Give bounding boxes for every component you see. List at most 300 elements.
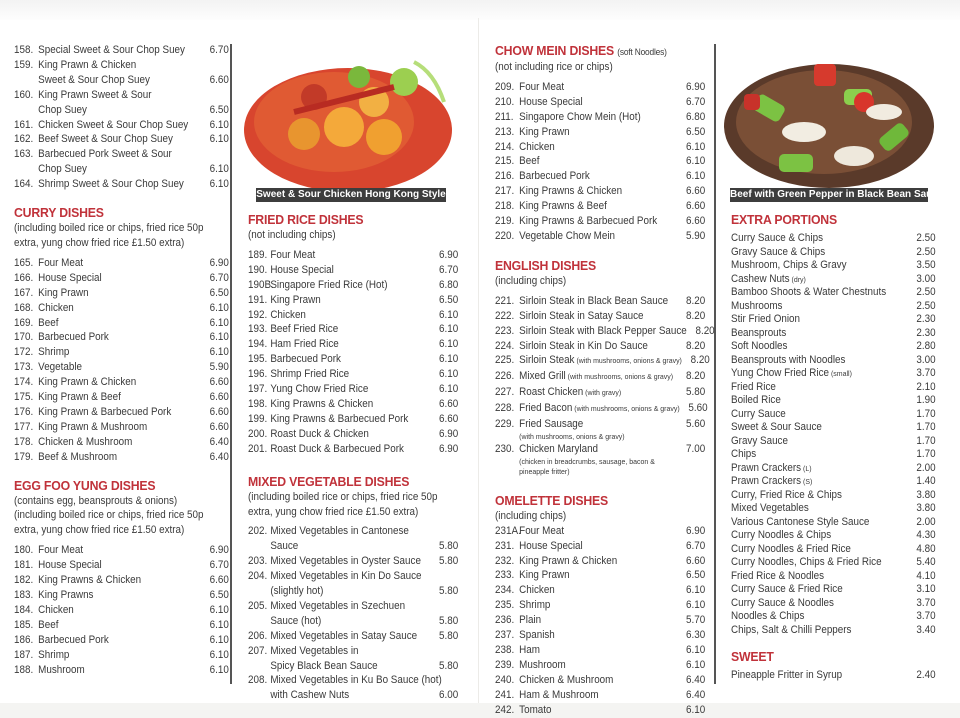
item-price: 6.90 <box>209 256 229 269</box>
menu-item <box>495 184 705 199</box>
item-price: 1.70 <box>916 448 936 460</box>
menu-item <box>495 539 705 554</box>
item-name: House Special <box>38 559 102 572</box>
item-number: 231A. <box>495 524 521 537</box>
item-number: 226. <box>495 370 515 383</box>
menu-item <box>14 58 229 73</box>
item-description: (with mushrooms, onions & gravy) <box>519 431 625 441</box>
menu-item <box>495 613 705 628</box>
column-4 <box>731 212 936 683</box>
note-line: (including boiled rice or chips, fried rice 50p <box>248 490 438 503</box>
item-name: Gravy Sauce & Chips <box>731 245 826 258</box>
item-price: 1.70 <box>916 421 936 433</box>
item-price: 2.50 <box>916 286 936 298</box>
item-number: 240. <box>495 673 515 686</box>
menu-item <box>731 624 936 638</box>
english-note <box>495 274 705 289</box>
item-price: 2.80 <box>916 340 936 352</box>
item-name: Chips <box>731 448 757 460</box>
item-price: 6.60 <box>209 405 229 418</box>
item-name: Prawn Crackers (S) <box>731 475 813 487</box>
menu-item <box>248 442 458 457</box>
omelette-list <box>495 524 705 718</box>
item-name: Sirloin Steak in Kin Do Sauce <box>519 339 648 352</box>
item-detail: (with gravy) <box>583 388 622 398</box>
menu-item <box>731 354 936 368</box>
item-name: Mushroom <box>38 663 85 676</box>
item-price: 8.20 <box>685 309 706 322</box>
item-name: Barbecued Pork <box>270 353 341 366</box>
menu-item <box>731 408 936 422</box>
item-price: 6.10 <box>209 301 229 314</box>
item-price: 3.70 <box>916 596 936 609</box>
item-number: 198. <box>248 397 268 410</box>
item-number: 170. <box>14 331 34 344</box>
item-name: Beef Fried Rice <box>270 323 339 336</box>
menu-item <box>14 405 229 420</box>
item-number: 164. <box>14 178 34 191</box>
item-price: 6.10 <box>209 346 229 359</box>
item-name: Mixed Vegetables in Cantonese <box>270 525 409 538</box>
menu-item <box>14 603 229 618</box>
item-name: Fried Rice & Noodles <box>731 569 825 582</box>
fried-rice-heading: FRIED RICE DISHES <box>248 212 364 227</box>
item-price: 6.10 <box>209 618 229 631</box>
item-name: Singapore Chow Mein (Hot) <box>519 110 641 123</box>
egg-foo-yung-heading: EGG FOO YUNG DISHES <box>14 477 156 493</box>
item-name: Curry Sauce & Noodles <box>731 596 834 609</box>
item-price: 2.50 <box>916 245 936 258</box>
item-name: King Prawns & Beef <box>519 200 607 213</box>
item-number: 233. <box>495 569 515 582</box>
item-name: Roast Chicken (with gravy) <box>519 386 622 399</box>
item-price: 1.90 <box>916 394 936 406</box>
item-detail: (S) <box>801 477 813 486</box>
item-name: Shrimp <box>38 346 70 359</box>
item-price: 6.90 <box>438 427 459 440</box>
item-name: King Prawn <box>519 125 570 138</box>
item-name: Beef <box>38 316 59 329</box>
item-name: Prawn Crackers (L) <box>731 461 812 474</box>
note-line: extra, yung chow fried rice £1.50 extra) <box>14 524 185 537</box>
item-number: 160. <box>14 88 34 101</box>
item-price: 6.60 <box>685 200 706 213</box>
item-detail: (dry) <box>789 274 806 284</box>
menu-item <box>495 154 705 169</box>
item-price: 3.70 <box>916 367 936 379</box>
top-band <box>0 0 960 20</box>
item-number: 178. <box>14 435 34 448</box>
menu-item <box>495 140 705 155</box>
item-number: 242. <box>495 703 515 716</box>
item-name: Spanish <box>519 629 555 642</box>
item-number: 176. <box>14 405 34 418</box>
item-price: 5.40 <box>916 556 936 568</box>
item-price: 6.60 <box>209 574 229 587</box>
item-name: Shrimp <box>38 648 70 661</box>
item-price: 6.50 <box>209 103 229 116</box>
item-name: Ham & Mushroom <box>519 688 599 701</box>
item-name: Ham <box>519 644 540 656</box>
menu-item <box>248 337 458 352</box>
menu-item <box>14 588 229 603</box>
item-number: 231. <box>495 539 515 552</box>
menu-item <box>248 554 458 569</box>
item-number: 216. <box>495 170 515 183</box>
item-price: 2.10 <box>916 380 936 393</box>
item-name: Sirloin Steak in Black Bean Sauce <box>519 294 669 307</box>
item-number: 232. <box>495 554 515 567</box>
item-name: Roast Duck & Barbecued Pork <box>270 442 404 455</box>
item-price: 6.40 <box>685 673 706 686</box>
item-price: 6.10 <box>209 316 229 329</box>
item-number: 193. <box>248 323 268 336</box>
item-price: 6.50 <box>685 125 706 138</box>
item-price: 6.10 <box>209 178 229 191</box>
item-name: Beansprouts with Noodles <box>731 353 846 366</box>
menu-item <box>495 658 705 673</box>
item-number: 201. <box>248 442 268 455</box>
indent <box>14 162 38 177</box>
item-number: 181. <box>14 559 34 572</box>
item-name: Chicken <box>38 301 74 314</box>
menu-item <box>248 382 458 397</box>
menu-item <box>14 43 229 58</box>
item-price: 6.10 <box>685 140 706 153</box>
extra-portions-list <box>731 232 936 637</box>
item-price: 6.90 <box>438 248 459 261</box>
item-price: 5.90 <box>685 229 706 242</box>
item-name: House Special <box>519 539 583 552</box>
menu-item <box>248 293 458 308</box>
item-price: 5.90 <box>209 361 229 374</box>
chop-suey-list <box>14 43 229 192</box>
item-name: Four Meat <box>38 256 84 269</box>
item-price: 6.80 <box>685 110 706 123</box>
menu-item <box>248 644 458 659</box>
photo-caption: Beef with Green Pepper in Black Bean Sauce <box>730 189 944 200</box>
indent <box>248 659 270 674</box>
menu-item <box>495 442 705 457</box>
menu-item <box>14 360 229 375</box>
menu-item <box>495 214 705 229</box>
menu-item <box>731 340 936 354</box>
item-number: 186. <box>14 633 34 646</box>
item-price: 6.60 <box>209 420 229 433</box>
item-name: Mixed Vegetables <box>731 502 809 514</box>
item-price: 6.10 <box>685 155 706 168</box>
item-name: Beef Sweet & Sour Chop Suey <box>38 133 173 146</box>
item-price: 3.80 <box>916 488 936 501</box>
item-number: 225. <box>495 354 515 367</box>
item-price: 3.40 <box>916 623 936 636</box>
menu-item <box>248 367 458 382</box>
dish-photo-beef-green-pepper <box>724 44 934 194</box>
item-name-line2: Chop Suey <box>38 103 87 116</box>
menu-item <box>248 629 458 644</box>
item-number: 168. <box>14 301 34 314</box>
item-price: 2.00 <box>916 461 936 474</box>
menu-item <box>495 673 705 688</box>
egg-foo-yung-list <box>14 543 229 677</box>
item-price: 6.90 <box>685 80 706 93</box>
item-name: King Prawn <box>270 293 321 306</box>
item-number: 227. <box>495 386 515 399</box>
item-name-line2: Chop Suey <box>38 163 87 176</box>
item-number: 190. <box>248 263 268 276</box>
item-name: Shrimp Fried Rice <box>270 368 350 381</box>
note-line: (including chips) <box>495 509 567 522</box>
item-name: Mixed Vegetables in Oyster Sauce <box>270 555 421 568</box>
item-price: 2.00 <box>916 515 936 528</box>
item-price: 6.10 <box>685 644 706 656</box>
menu-item <box>14 88 229 103</box>
item-number: 159. <box>14 58 34 71</box>
omelette-note <box>495 509 705 524</box>
item-number: 163. <box>14 148 34 161</box>
item-name: Chicken <box>270 308 306 321</box>
item-price: 4.10 <box>916 569 936 582</box>
menu-item <box>14 177 229 192</box>
item-number: 173. <box>14 361 34 374</box>
chow-mein-heading <box>495 43 705 60</box>
menu-item <box>14 330 229 345</box>
chow-mein-note <box>495 60 705 75</box>
item-price: 6.10 <box>209 633 229 646</box>
photo-caption: Sweet & Sour Chicken Hong Kong Style <box>256 189 446 200</box>
item-price: 6.40 <box>685 688 706 701</box>
item-name: Shrimp <box>519 599 551 612</box>
item-detail: (L) <box>801 463 812 473</box>
menu-item <box>14 663 229 678</box>
item-number: 162. <box>14 133 34 146</box>
item-number: 187. <box>14 648 34 661</box>
item-detail: (small) <box>829 369 852 378</box>
item-price: 6.10 <box>438 383 459 396</box>
item-price: 6.90 <box>438 442 459 455</box>
item-price: 5.80 <box>438 555 459 568</box>
item-price: 6.90 <box>685 524 706 537</box>
menu-item <box>731 394 936 408</box>
menu-item <box>731 502 936 516</box>
menu-item <box>14 286 229 301</box>
item-price: 6.10 <box>685 584 706 597</box>
item-number: 183. <box>14 589 34 601</box>
item-price: 4.30 <box>916 529 936 541</box>
item-name: King Prawn & Chicken <box>38 376 137 389</box>
item-price: 6.10 <box>209 603 229 616</box>
menu-item <box>731 246 936 260</box>
note-line: extra, yung chow fried rice £1.50 extra) <box>248 505 419 518</box>
menu-item <box>14 648 229 663</box>
item-name: Curry Noodles & Fried Rice <box>731 542 851 555</box>
menu-item <box>248 248 458 263</box>
menu-item <box>248 278 458 293</box>
item-number: 235. <box>495 599 515 612</box>
menu-item <box>731 300 936 314</box>
item-price: 6.70 <box>438 263 459 276</box>
item-name: King Prawn Sweet & Sour <box>38 88 152 101</box>
menu-item <box>14 435 229 450</box>
item-detail: (with mushrooms, onions & gravy) <box>574 356 682 366</box>
item-name: King Prawn & Barbecued Pork <box>38 405 172 418</box>
menu-item <box>495 628 705 643</box>
menu-item <box>14 450 229 465</box>
item-number: 213. <box>495 125 515 138</box>
item-price: 3.70 <box>916 610 936 622</box>
indent <box>14 73 38 88</box>
item-number: 205. <box>248 599 268 612</box>
indent <box>248 688 270 703</box>
item-price: 6.10 <box>209 118 229 131</box>
item-price: 6.10 <box>209 331 229 344</box>
item-price: 3.10 <box>916 583 936 595</box>
menu-item <box>14 301 229 316</box>
item-price: 6.40 <box>209 450 229 463</box>
menu-item <box>731 421 936 435</box>
menu-item <box>248 263 458 278</box>
item-number: 196. <box>248 368 268 381</box>
item-price: 6.10 <box>209 163 229 176</box>
item-number: 237. <box>495 629 515 642</box>
menu-item-continued <box>248 688 458 703</box>
menu-item <box>248 524 458 539</box>
item-number: 228. <box>495 402 515 415</box>
item-number: 190B. <box>248 278 274 291</box>
menu-item <box>495 169 705 184</box>
item-name: King Prawn <box>38 286 89 299</box>
menu-item <box>731 462 936 476</box>
item-name: Mixed Vegetables in Satay Sauce <box>270 629 418 642</box>
menu-item <box>731 273 936 287</box>
item-price: 6.10 <box>438 308 459 321</box>
item-price: 6.10 <box>438 338 459 351</box>
menu-item <box>248 397 458 412</box>
item-price: 6.10 <box>685 599 706 612</box>
item-number: 166. <box>14 271 34 284</box>
menu-item-continued <box>14 73 229 88</box>
item-name: King Prawn & Mushroom <box>38 420 148 433</box>
menu-item <box>495 643 705 658</box>
item-number: 238. <box>495 644 515 656</box>
item-number: 230. <box>495 442 515 455</box>
menu-item <box>495 417 705 432</box>
item-name: Special Sweet & Sour Chop Suey <box>38 44 185 56</box>
item-number: 209. <box>495 80 515 93</box>
divider-line <box>230 44 232 684</box>
item-price: 8.20 <box>685 294 706 307</box>
menu-item <box>14 147 229 162</box>
item-name: Mixed Vegetables in <box>270 644 359 657</box>
item-number: 210. <box>495 95 515 108</box>
item-name: Yung Chow Fried Rice <box>270 383 369 396</box>
item-name: Vegetable Chow Mein <box>519 229 616 242</box>
menu-item <box>731 381 936 395</box>
item-price: 6.60 <box>209 391 229 404</box>
item-price: 8.20 <box>685 339 706 352</box>
english-list <box>495 294 715 477</box>
item-price: 8.20 <box>695 324 715 337</box>
item-name: Boiled Rice <box>731 394 781 406</box>
item-name: Beef <box>38 618 59 631</box>
item-price: 6.50 <box>209 286 229 299</box>
menu-item <box>14 316 229 331</box>
item-name: Curry Sauce <box>731 407 786 420</box>
item-name: Mixed Vegetables in Ku Bo Sauce (hot) <box>270 674 442 687</box>
item-number: 189. <box>248 248 268 261</box>
item-name-line2: (slightly hot) <box>270 585 324 598</box>
item-price: 3.50 <box>916 259 936 271</box>
item-number: 234. <box>495 584 515 597</box>
food-image-icon <box>724 44 934 194</box>
item-price: 8.20 <box>685 370 706 383</box>
item-name: King Prawns & Barbecued Pork <box>270 412 409 425</box>
item-number: 218. <box>495 200 515 213</box>
item-number: 175. <box>14 391 34 404</box>
item-price: 5.60 <box>688 402 708 415</box>
mixed-veg-heading: MIXED VEGETABLE DISHES <box>248 473 410 489</box>
menu-item <box>14 633 229 648</box>
item-description: (chicken in breadcrumbs, sausage, bacon & <box>519 456 655 466</box>
item-name: Barbecued Pork <box>38 633 109 646</box>
item-number: 200. <box>248 427 268 440</box>
item-number: 207. <box>248 644 268 657</box>
item-price: 6.10 <box>685 658 706 671</box>
note-line: (including boiled rice or chips, fried rice 50p <box>14 509 204 522</box>
curry-list <box>14 256 229 465</box>
item-price: 5.80 <box>438 585 459 598</box>
menu-item <box>14 345 229 360</box>
indent <box>248 584 270 599</box>
item-price: 6.10 <box>438 323 459 336</box>
menu-item <box>495 401 708 417</box>
menu-item <box>731 668 936 683</box>
item-price: 6.50 <box>209 589 229 601</box>
item-price: 1.70 <box>916 434 936 447</box>
menu-item <box>495 568 705 583</box>
item-number: 221. <box>495 294 515 307</box>
item-number: 241. <box>495 688 515 701</box>
item-name: House Special <box>38 271 102 284</box>
item-price: 6.10 <box>438 353 459 366</box>
item-price: 6.10 <box>209 648 229 661</box>
item-name: Chicken Sweet & Sour Chop Suey <box>38 118 189 131</box>
item-name: Cashew Nuts (dry) <box>731 272 806 285</box>
item-name: King Prawn & Chicken <box>519 554 618 567</box>
item-name: King Prawn <box>519 569 570 582</box>
item-number: 219. <box>495 215 515 228</box>
item-price: 6.70 <box>685 95 706 108</box>
item-description: pineapple fritter) <box>519 466 570 476</box>
menu-item <box>731 313 936 327</box>
item-name: Beef & Mushroom <box>38 450 118 463</box>
item-name: Sirloin Steak in Satay Sauce <box>519 309 644 322</box>
item-number: 215. <box>495 155 515 168</box>
item-number: 208. <box>248 674 268 687</box>
menu-item <box>731 610 936 624</box>
item-price: 6.10 <box>209 663 229 676</box>
item-number: 185. <box>14 618 34 631</box>
item-name: Stir Fried Onion <box>731 313 800 325</box>
item-detail: (with mushrooms, onions & gravy) <box>572 404 680 414</box>
item-price: 6.60 <box>438 412 459 425</box>
menu-item <box>731 367 936 381</box>
item-name: King Prawn & Beef <box>38 391 121 404</box>
item-number: 161. <box>14 118 34 131</box>
item-number: 177. <box>14 420 34 433</box>
menu-item <box>495 385 705 401</box>
sweet-heading: SWEET <box>731 649 774 664</box>
